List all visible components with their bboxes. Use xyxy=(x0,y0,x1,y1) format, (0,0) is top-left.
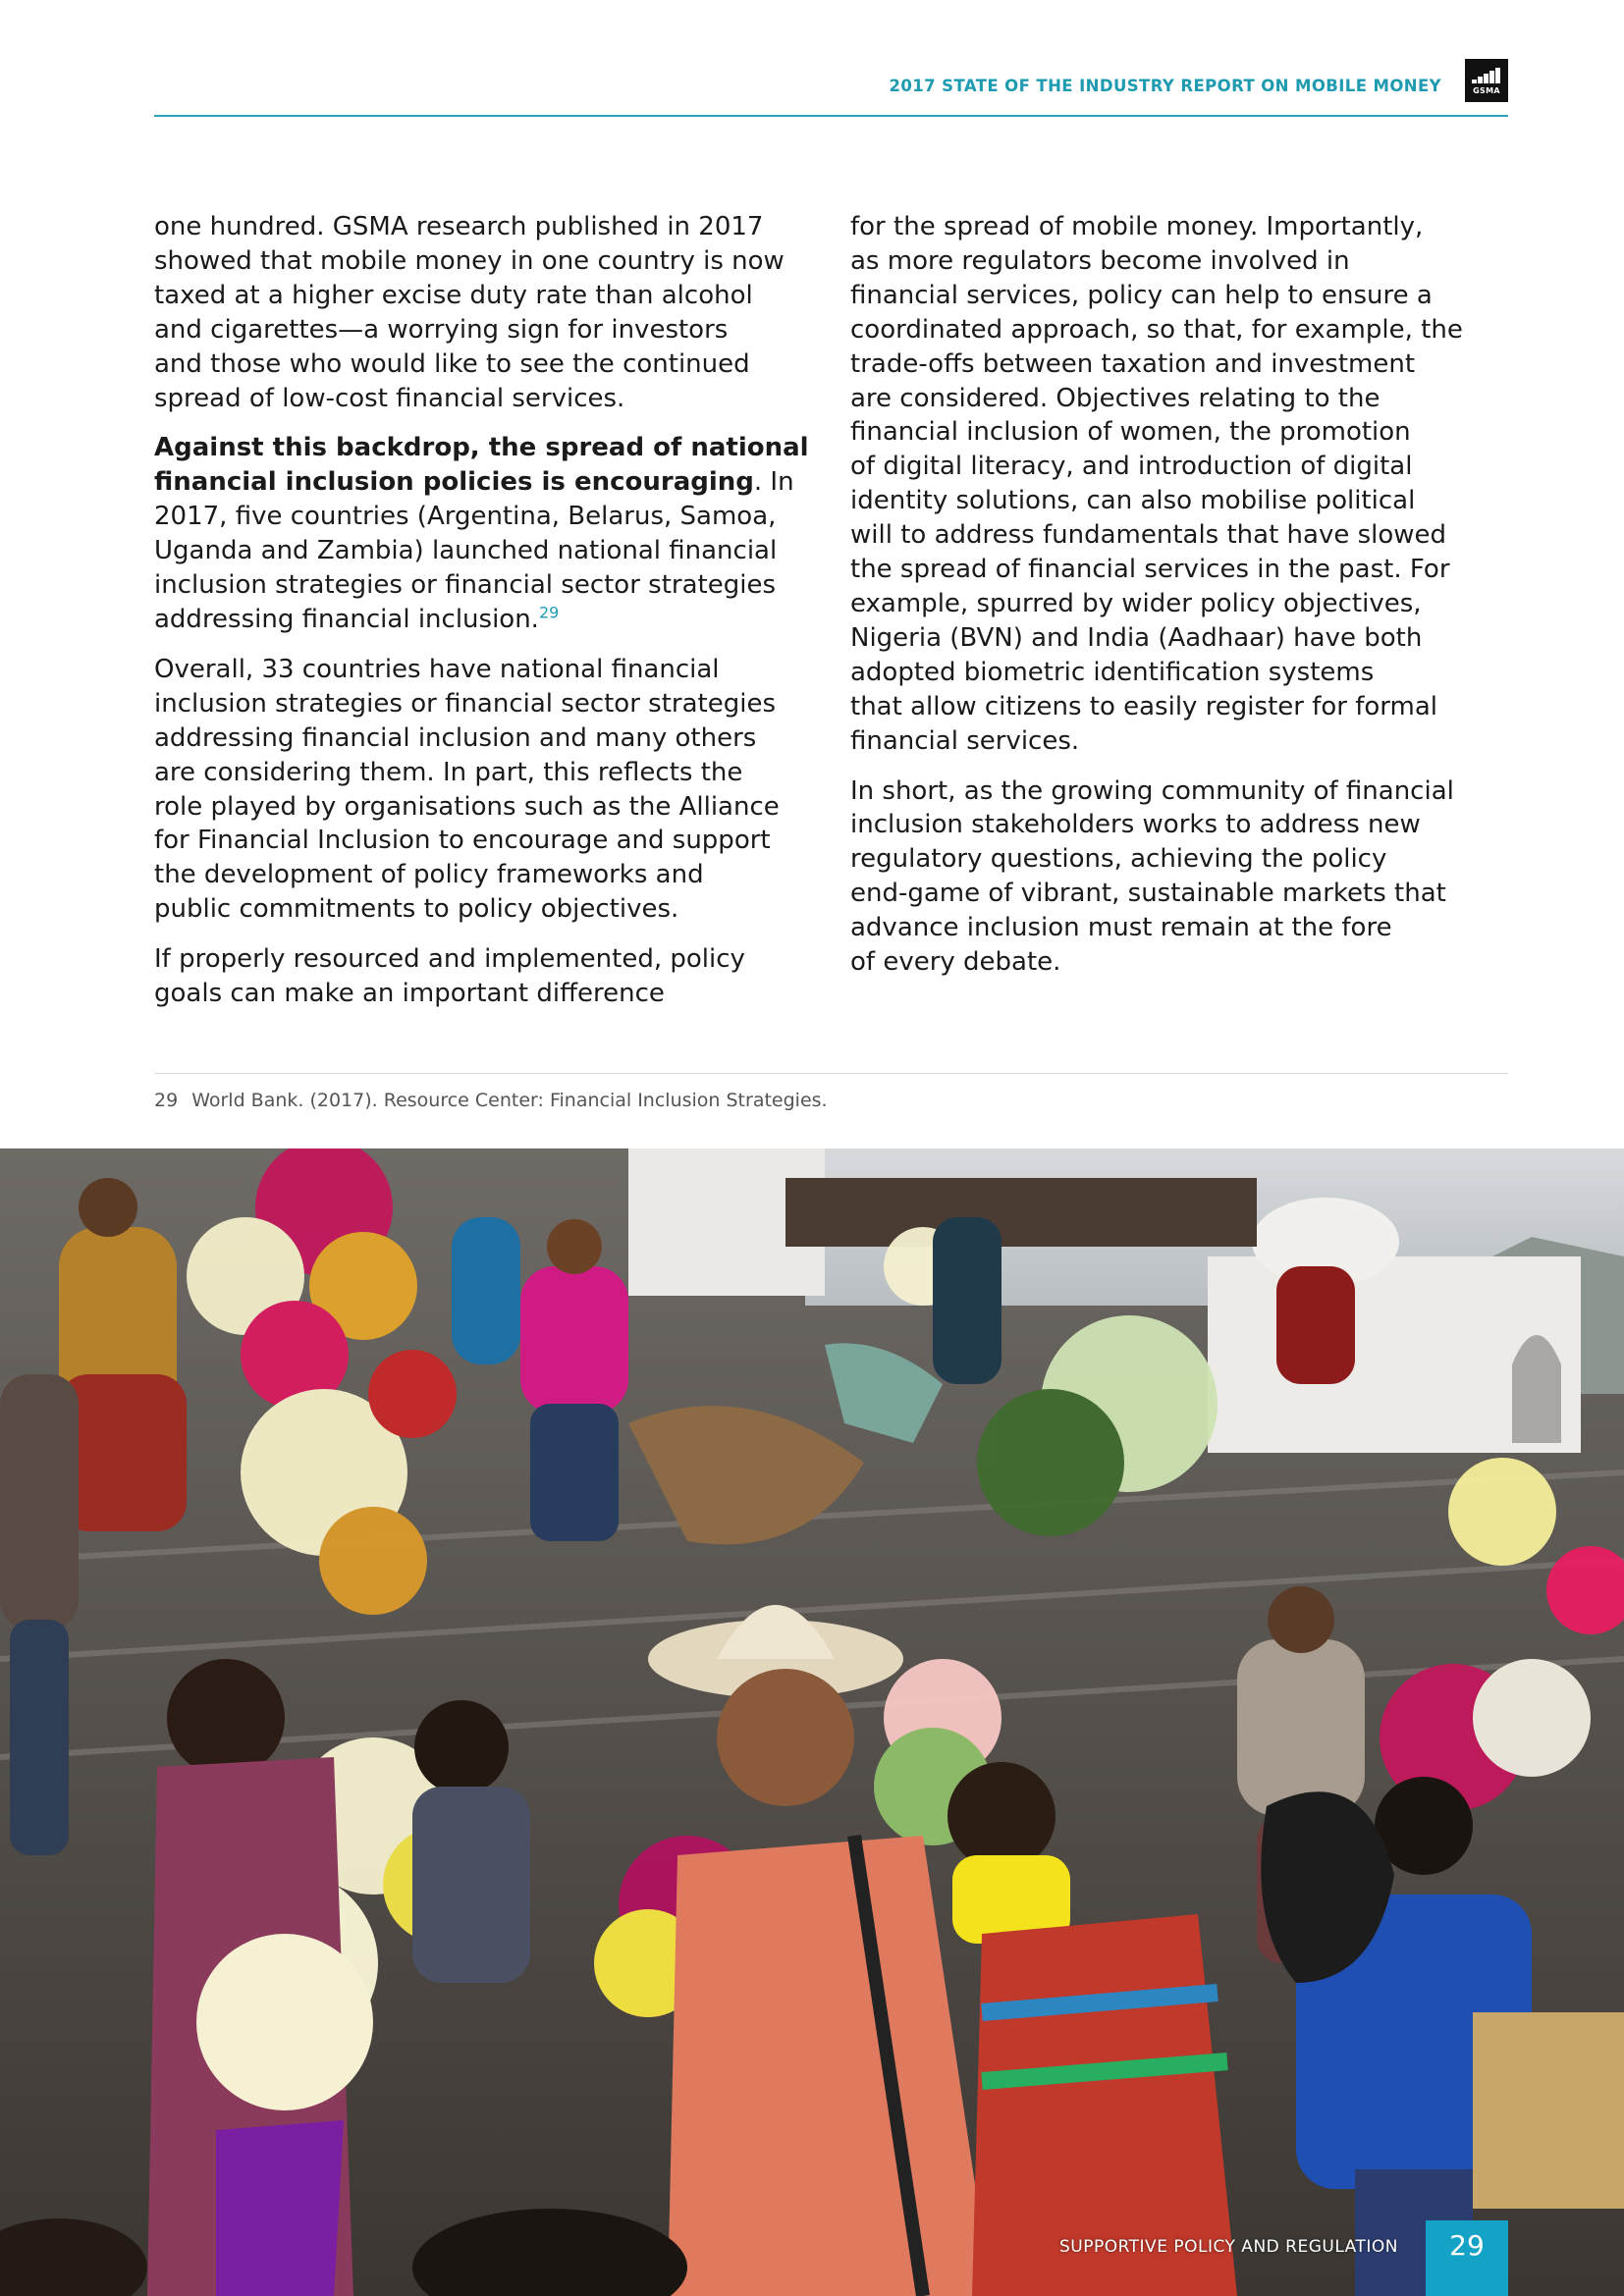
left-paragraph-4: If properly resourced and implemented, policy goals can make an important difference xyxy=(154,944,745,1009)
footnote xyxy=(154,1090,828,1111)
footnote-rule xyxy=(154,1073,1508,1074)
left-paragraph-3: Overall, 33 countries have national financial inclusion strategies or financial sector strategies addressing financial inclusion and many others are considering them. In part, this reflects the role played by organisations such as the Alliance for Financial Inclusion to encourage and support the development of policy frameworks and public commitments to policy objectives. xyxy=(154,654,780,925)
footnote-number: 29 xyxy=(154,1090,179,1111)
signal-bars-icon xyxy=(1472,68,1501,83)
left-paragraph-1: one hundred. GSMA research published in 2017 showed that mobile money in one country is now taxed at a higher excise duty rate than alcohol and cigarettes—a worrying sign for investors and those who would like to see the continued spread of low-cost financial services. xyxy=(154,212,785,413)
right-paragraph-1: for the spread of mobile money. Importantly, as more regulators become involved in financial services, policy can help to ensure a coordinated approach, so that, for example, the trade-offs between taxation and investment are considered. Objectives relating to the financial inclusion of women, the promotion of digital literacy, and introduction of digital identity solutions, can also mobilise political will to address fundamentals that have slowed the spread of financial services in the past. For example, spurred by wider policy objectives, Nigeria (BVN) and India (Aadhaar) have both adopted biometric identification systems that allow citizens to easily register for formal financial services. xyxy=(850,212,1463,756)
running-header: 2017 STATE OF THE INDUSTRY REPORT ON MOBILE MONEY xyxy=(889,77,1441,95)
page-number: 29 xyxy=(1426,2220,1508,2296)
footnote-reference[interactable]: 29 xyxy=(538,603,560,622)
bold-lead-in: financial inclusion policies is encouraging xyxy=(154,467,754,498)
gsma-logo xyxy=(1465,59,1508,102)
market-photo xyxy=(0,1148,1624,2296)
bold-lead-in: Against this backdrop, the spread of national xyxy=(154,433,809,463)
section-label: SUPPORTIVE POLICY AND REGULATION xyxy=(1058,2237,1398,2257)
right-column xyxy=(850,210,1518,995)
logo-text: GSMA xyxy=(1473,86,1500,95)
left-column xyxy=(154,210,832,1027)
header-rule xyxy=(154,115,1508,117)
footnote-text: World Bank. (2017). Resource Center: Financial Inclusion Strategies. xyxy=(191,1090,828,1111)
left-paragraph-2: Against this backdrop, the spread of national financial inclusion policies is encouraging. In 2017, five countries (Argentina, Belarus, Samoa, Uganda and Zambia) launched national financial inclusion strategies or financial sector strategies addressing financial inclusion.$^{29}$ xyxy=(154,433,809,634)
right-paragraph-2: In short, as the growing community of financial inclusion stakeholders works to address new regulatory questions, achieving the policy end-game of vibrant, sustainable markets that advance inclusion must remain at the fore of every debate. xyxy=(850,775,1454,978)
